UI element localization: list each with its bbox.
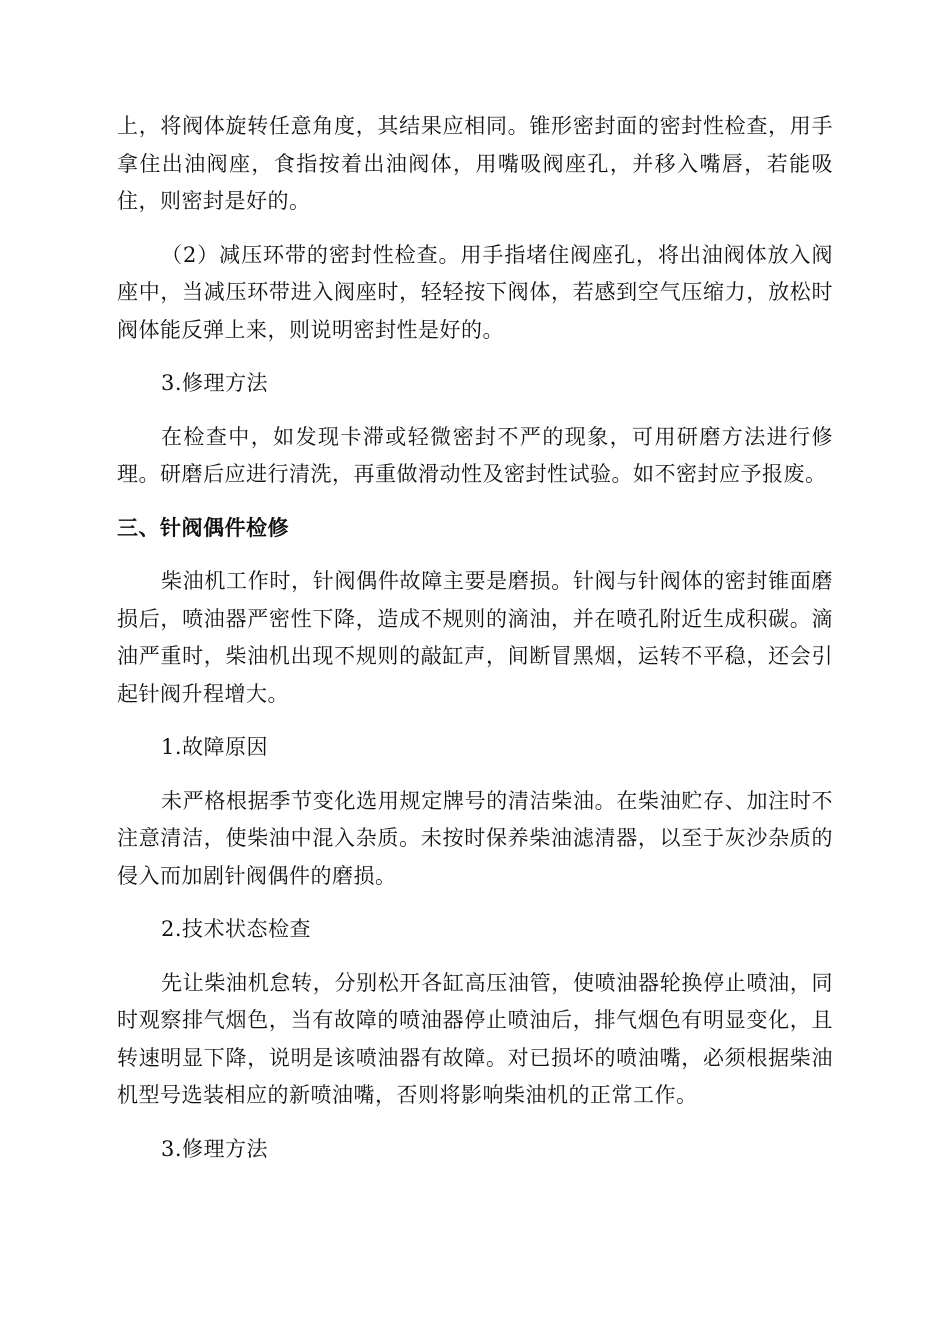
paragraph-fault-cause: 未严格根据季节变化选用规定牌号的清洁柴油。在柴油贮存、加注时不注意清洁，使柴油中混入杂质。未按时保养柴油滤清器，以至于灰沙杂质的侵入而加剧针阀偶件的磨损。 [117,788,833,888]
subheading-technical-check: 2.技术状态检查 [161,917,312,941]
paragraph-repair-method: 在检查中，如发现卡滞或轻微密封不严的现象，可用研磨方法进行修理。研磨后应进行清洗，再重做滑动性及密封性试验。如不密封应予报废。 [117,424,833,486]
paragraph-outlet-valve-cone-check: 上，将阀体旋转任意角度，其结果应相同。锥形密封面的密封性检查，用手拿住出油阀座，食指按着出油阀体，用嘴吸阀座孔，并移入嘴唇，若能吸住，则密封是好的。 [117,114,833,213]
text-column [117,108,833,1184]
subheading-repair-method: 3.修理方法 [161,371,269,395]
subheading-repair-method-2: 3.修理方法 [161,1136,269,1161]
paragraph-relief-band-check: （2）减压环带的密封性检查。用手指堵住阀座孔，将出油阀体放入阀座中，当减压环带进入阀座时，轻轻按下阀体，若感到空气压缩力，放松时阀体能反弹上来，则说明密封性是好的。 [117,242,833,342]
subheading-fault-cause: 1.故障原因 [161,735,269,759]
section-title-needle-valve: 三、针阀偶件检修 [117,515,289,540]
paragraph-technical-check: 先让柴油机怠转，分别松开各缸高压油管，使喷油器轮换停止喷油，同时观察排气烟色，当有故障的喷油器停止喷油后，排气烟色有明显变化，且转速明显下降，说明是该喷油器有故障。对已损坏的喷油嘴，必须根据柴油机型号选装相应的新喷油嘴，否则将影响柴油机的正常工作。 [117,970,833,1107]
paragraph-needle-valve-wear: 柴油机工作时，针阀偶件故障主要是磨损。针阀与针阀体的密封锥面磨损后，喷油器严密性下降，造成不规则的滴油，并在喷孔附近生成积碳。滴油严重时，柴油机出现不规则的敲缸声，间断冒黑烟，运转不平稳，还会引起针阀升程增大。 [117,569,833,706]
